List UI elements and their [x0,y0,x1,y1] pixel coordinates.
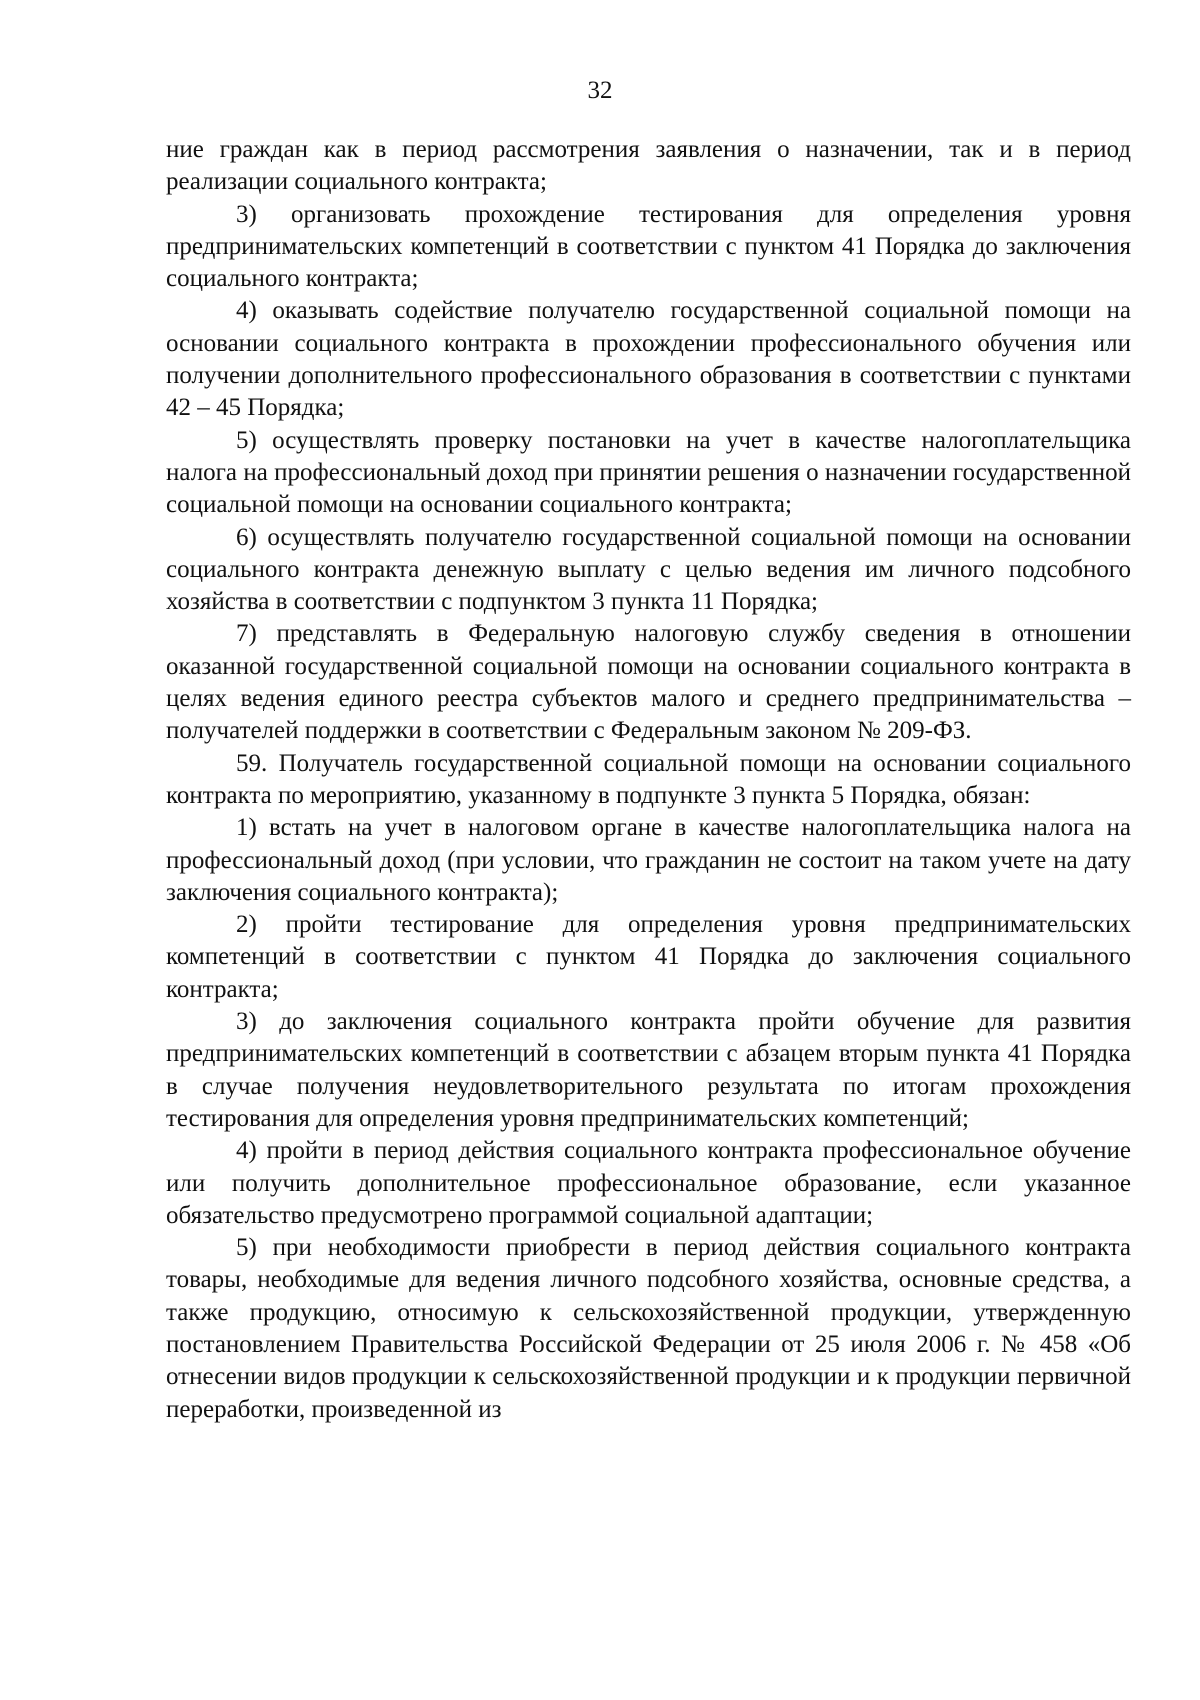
paragraph: 59. Получатель государственной социальной помощи на основании социального контракта по мероприятию, указанному в подпункте 3 пункта 5 Порядка, обязан: [166,749,1131,809]
paragraph: 3) организовать прохождение тестирования для определения уровня предпринимательских компетенций в соответствии с пунктом 41 Порядка до заключения социального контракта; [166,200,1131,293]
paragraph: 4) оказывать содействие получателю государственной социальной помощи на основании социального контракта в прохождении профессионального обучения или получении дополнительного профессионального образования в соответствии с пунктами 42 – 45 Порядка; [166,297,1131,422]
paragraph: 6) осуществлять получателю государственной социальной помощи на основании социального контракта денежную выплату с целью ведения им личного подсобного хозяйства в соответствии с подпунктом 3 пункта 11 Порядка; [166,523,1131,616]
paragraph: 3) до заключения социального контракта пройти обучение для развития предпринимательских компетенций в соответствии с абзацем вторым пункта 41 Порядка в случае получения неудовлетворительного результата по итогам прохождения тестирования для определения уровня предпринимательских компетенций; [166,1008,1131,1132]
paragraph: 1) встать на учет в налоговом органе в качестве налогоплательщика налога на профессиональный доход (при условии, что гражданин не состоит на таком учете на дату заключения социального контракта); [166,814,1131,906]
paragraph: 5) при необходимости приобрести в период действия социального контракта товары, необходимые для ведения личного подсобного хозяйства, основные средства, а также продукцию, относимую к сельскохозяйственной продукции, утвержденную постановлением Правительства Российской Федерации от 25 июля 2006 г. № 458 «Об отнесении видов продукции к сельскохозяйственной продукции и к продукции первичной переработки, произведенной из [166,1234,1131,1423]
page-number: 32 [587,77,613,104]
document-body [166,134,1131,1426]
paragraph: 7) представлять в Федеральную налоговую службу сведения в отношении оказанной государственной социальной помощи на основании социального контракта в целях ведения единого реестра субъектов малого и среднего предпринимательства – получателей поддержки в соответствии с Федеральным законом № 209-ФЗ. [166,620,1131,745]
paragraph: ние граждан как в период рассмотрения заявления о назначении, так и в период реализации социального контракта; [166,136,1131,196]
paragraph: 5) осуществлять проверку постановки на учет в качестве налогоплательщика налога на профессиональный доход при принятии решения о назначении государственной социальной помощи на основании социального контракта; [166,426,1131,519]
paragraph: 2) пройти тестирование для определения уровня предпринимательских компетенций в соответствии с пунктом 41 Порядка до заключения социального контракта; [166,911,1131,1003]
paragraph: 4) пройти в период действия социального контракта профессиональное обучение или получить дополнительное профессиональное образование, если указанное обязательство предусмотрено программой социальной адаптации; [166,1137,1131,1229]
